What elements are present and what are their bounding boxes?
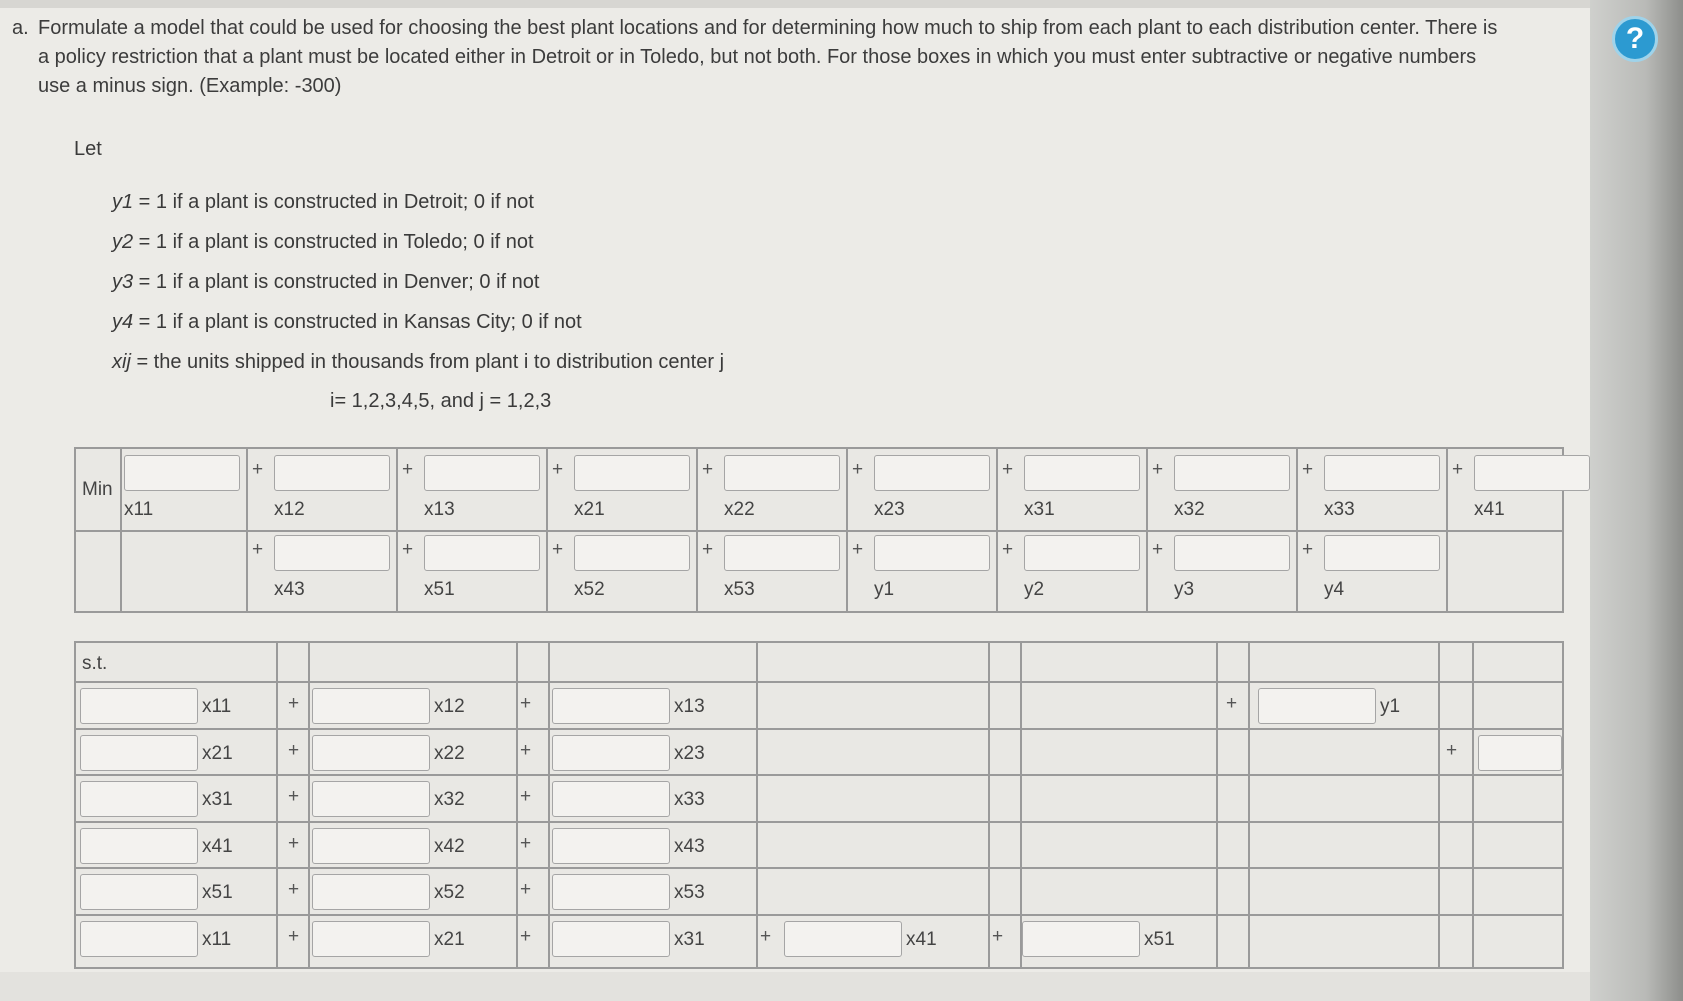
constraint-row-divider <box>76 914 1562 916</box>
objective-var-label: y2 <box>1024 579 1045 600</box>
objective-col-divider <box>696 449 698 611</box>
objective-coef-input[interactable] <box>424 535 540 571</box>
min-label: Min <box>82 479 113 500</box>
constraint-row-divider <box>76 728 1562 730</box>
constraint-var-label: x33 <box>674 789 705 810</box>
constraint-coef-input[interactable] <box>312 735 430 771</box>
definition-y2: y2 = 1 if a plant is constructed in Toledo; 0 if not <box>112 231 534 253</box>
constraint-coef-input[interactable] <box>312 874 430 910</box>
constraint-coef-input[interactable] <box>80 828 198 864</box>
objective-col-divider <box>1296 449 1298 611</box>
constraint-var-label: x21 <box>202 742 233 764</box>
constraint-col-divider <box>308 643 310 967</box>
objective-var-label: y3 <box>1174 579 1195 600</box>
question-body: Formulate a model that could be used for choosing the best plant locations and for determining how much to ship from each plant to each distribution center. There is a policy restriction that a plant must be located either in Detroit or in Toledo, but not both. For those boxes in which you must enter subtractive or negative numbers use a minus sign. (Example: -300) <box>38 17 1498 97</box>
objective-col-divider <box>546 449 548 611</box>
constraint-var-label: x32 <box>434 789 465 810</box>
constraint-var-label: x23 <box>674 742 705 764</box>
plus-sign: + <box>520 925 532 947</box>
definition-y1: y1 = 1 if a plant is constructed in Detroit; 0 if not <box>112 191 534 213</box>
constraint-coef-input[interactable] <box>312 688 430 724</box>
objective-coef-input[interactable] <box>574 535 690 571</box>
constraint-var-label: x53 <box>674 882 705 903</box>
plus-sign: + <box>1302 539 1314 560</box>
constraint-coef-input[interactable] <box>312 781 430 817</box>
plus-sign: + <box>1002 459 1014 480</box>
objective-var-label: x22 <box>724 499 755 520</box>
objective-coef-input[interactable] <box>124 455 240 491</box>
constraint-var-label: x12 <box>434 696 465 717</box>
plus-sign: + <box>852 459 864 480</box>
constraint-var-label: x11 <box>202 696 232 717</box>
constraint-col-divider <box>1248 643 1250 967</box>
constraint-coef-input[interactable] <box>80 735 198 771</box>
constraint-row-divider <box>76 681 1562 683</box>
constraint-col-divider <box>276 643 278 967</box>
top-border <box>0 0 1590 8</box>
objective-var-label: x43 <box>274 579 305 600</box>
plus-sign: + <box>520 693 532 714</box>
plus-sign: + <box>252 539 264 560</box>
objective-coef-input[interactable] <box>1324 455 1440 491</box>
objective-coef-input[interactable] <box>874 455 990 491</box>
objective-coef-input[interactable] <box>424 455 540 491</box>
constraint-row-divider <box>76 867 1562 869</box>
constraint-var-label: x11 <box>202 928 232 950</box>
constraint-var-label: x51 <box>202 882 233 903</box>
definition-xij: xij = the units shipped in thousands from plant i to distribution center j <box>112 351 725 373</box>
objective-coef-input[interactable] <box>1024 535 1140 571</box>
constraint-col-divider <box>1216 643 1218 967</box>
constraint-var-label: x51 <box>1144 928 1175 950</box>
objective-col-divider <box>246 449 248 611</box>
objective-col-divider <box>396 449 398 611</box>
constraint-coef-input[interactable] <box>552 828 670 864</box>
constraint-var-label: x42 <box>434 835 465 857</box>
right-edge <box>1590 0 1683 1001</box>
plus-sign: + <box>288 693 300 714</box>
constraint-coef-input[interactable] <box>552 735 670 771</box>
constraint-var-label: x52 <box>434 882 465 903</box>
constraint-col-divider <box>516 643 518 967</box>
constraint-var-label: x41 <box>906 928 937 950</box>
constraint-coef-input[interactable] <box>312 828 430 864</box>
plus-sign: + <box>852 539 864 560</box>
constraint-coef-input[interactable] <box>784 921 902 957</box>
plus-sign: + <box>520 786 532 807</box>
constraint-coef-input[interactable] <box>80 874 198 910</box>
plus-sign: + <box>288 739 300 761</box>
definition-y3: y3 = 1 if a plant is constructed in Denver; 0 if not <box>112 271 540 293</box>
objective-var-label: x32 <box>1174 499 1205 520</box>
objective-var-label: x21 <box>574 499 605 520</box>
definition-y4: y4 = 1 if a plant is constructed in Kansas City; 0 if not <box>112 311 582 333</box>
constraint-coef-input[interactable] <box>552 874 670 910</box>
st-label: s.t. <box>82 653 108 674</box>
constraints-table <box>74 641 1564 969</box>
constraint-coef-input[interactable] <box>1258 688 1376 724</box>
objective-var-label: x51 <box>424 579 455 600</box>
plus-sign: + <box>552 459 564 480</box>
plus-sign: + <box>1446 739 1458 761</box>
plus-sign: + <box>1302 459 1314 480</box>
objective-col-divider <box>996 449 998 611</box>
objective-var-label: x53 <box>724 579 755 600</box>
objective-coef-input[interactable] <box>1474 455 1590 491</box>
objective-coef-input[interactable] <box>274 535 390 571</box>
constraint-coef-input[interactable] <box>312 921 430 957</box>
constraint-coef-input[interactable] <box>80 688 198 724</box>
objective-col-divider <box>120 449 122 611</box>
objective-coef-input[interactable] <box>724 535 840 571</box>
plus-sign: + <box>760 925 772 947</box>
bottom-bar <box>0 972 1590 1001</box>
objective-col-divider <box>1446 449 1448 611</box>
constraint-col-divider <box>1438 643 1440 967</box>
plus-sign: + <box>1152 459 1164 480</box>
plus-sign: + <box>288 925 300 947</box>
constraint-coef-input[interactable] <box>552 688 670 724</box>
constraint-coef-input[interactable] <box>80 921 198 957</box>
constraint-var-label: x13 <box>674 696 705 717</box>
plus-sign: + <box>252 459 264 480</box>
question-text <box>12 14 1512 101</box>
plus-sign: + <box>1226 693 1238 714</box>
constraint-col-divider <box>1472 643 1474 967</box>
constraint-row-divider <box>76 774 1562 776</box>
plus-sign: + <box>1002 539 1014 560</box>
objective-coef-input[interactable] <box>1174 535 1290 571</box>
constraint-coef-input[interactable] <box>1022 921 1140 957</box>
objective-var-label: x31 <box>1024 499 1055 520</box>
constraint-coef-input[interactable] <box>552 921 670 957</box>
plus-sign: + <box>520 832 532 854</box>
objective-coef-input[interactable] <box>1174 455 1290 491</box>
objective-coef-input[interactable] <box>574 455 690 491</box>
constraint-row-divider <box>76 821 1562 823</box>
constraint-coef-input[interactable] <box>552 781 670 817</box>
constraint-var-label: x43 <box>674 835 705 857</box>
help-icon[interactable]: ? <box>1612 16 1658 62</box>
objective-col-divider <box>846 449 848 611</box>
constraint-var-label: x22 <box>434 742 465 764</box>
objective-col-divider <box>1146 449 1148 611</box>
plus-sign: + <box>520 879 532 900</box>
constraint-coef-input[interactable] <box>1478 735 1562 771</box>
plus-sign: + <box>402 459 414 480</box>
objective-var-label: x41 <box>1474 499 1505 520</box>
plus-sign: + <box>702 539 714 560</box>
plus-sign: + <box>288 786 300 807</box>
constraint-var-label: x41 <box>202 835 233 857</box>
constraint-col-divider <box>988 643 990 967</box>
constraint-col-divider <box>548 643 550 967</box>
objective-var-label: x52 <box>574 579 605 600</box>
objective-var-label: y4 <box>1324 579 1345 600</box>
objective-var-label: x23 <box>874 499 905 520</box>
constraint-col-divider <box>1020 643 1022 967</box>
plus-sign: + <box>702 459 714 480</box>
objective-var-label: x13 <box>424 499 455 520</box>
objective-row-divider <box>76 530 1562 532</box>
question-label: a. <box>12 17 29 39</box>
objective-coef-input[interactable] <box>874 535 990 571</box>
plus-sign: + <box>288 879 300 900</box>
objective-var-label: x33 <box>1324 499 1355 520</box>
objective-coef-input[interactable] <box>1324 535 1440 571</box>
plus-sign: + <box>402 539 414 560</box>
plus-sign: + <box>1452 459 1464 480</box>
plus-sign: + <box>992 925 1004 947</box>
plus-sign: + <box>520 739 532 761</box>
constraint-var-label: x31 <box>674 928 705 950</box>
definitions-list <box>112 182 724 382</box>
constraint-var-label: x21 <box>434 928 465 950</box>
constraint-var-label: y1 <box>1380 696 1401 717</box>
objective-coef-input[interactable] <box>724 455 840 491</box>
objective-var-label: x11 <box>124 499 154 520</box>
index-range: i= 1,2,3,4,5, and j = 1,2,3 <box>330 390 552 412</box>
plus-sign: + <box>552 539 564 560</box>
objective-coef-input[interactable] <box>1024 455 1140 491</box>
objective-coef-input[interactable] <box>274 455 390 491</box>
plus-sign: + <box>1152 539 1164 560</box>
objective-var-label: x12 <box>274 499 305 520</box>
let-label: Let <box>74 138 102 160</box>
constraint-coef-input[interactable] <box>80 781 198 817</box>
constraint-var-label: x31 <box>202 789 233 810</box>
plus-sign: + <box>288 832 300 854</box>
objective-var-label: y1 <box>874 579 895 600</box>
constraint-col-divider <box>756 643 758 967</box>
objective-table <box>74 447 1564 613</box>
